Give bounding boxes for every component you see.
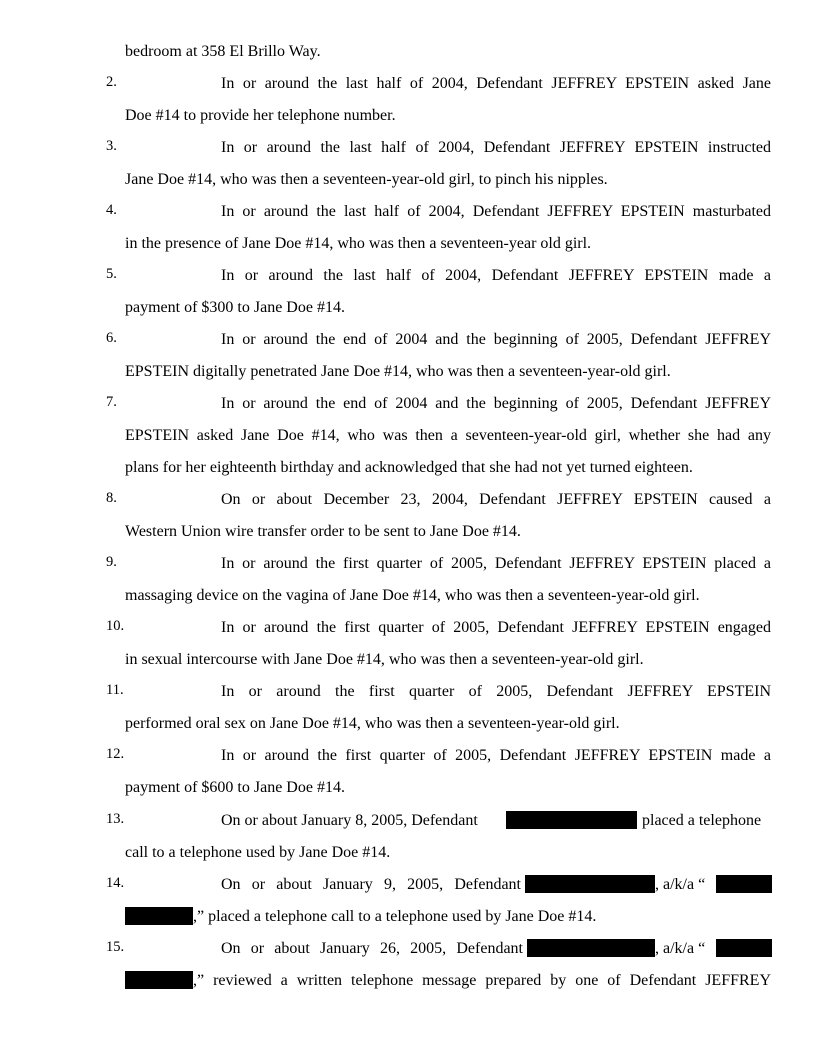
paragraph-number: 11.	[106, 682, 124, 698]
paragraph-15-continuation: ,” reviewed a written telephone message prepared by one of Defendant JEFFREY	[193, 972, 771, 989]
paragraph-10-first-line: In or around the first quarter of 2005, Defendant JEFFREY EPSTEIN engaged	[221, 619, 771, 636]
paragraph-13-text-a: On or about January 8, 2005, Defendant	[221, 812, 478, 829]
paragraph-number: 12.	[106, 746, 125, 762]
paragraph-number: 8.	[106, 490, 117, 506]
paragraph-8-first-line: On or about December 23, 2004, Defendant JEFFREY EPSTEIN caused a	[221, 491, 771, 508]
paragraph-2-first-line: In or around the last half of 2004, Defendant JEFFREY EPSTEIN asked Jane	[221, 75, 771, 92]
redaction-box	[525, 875, 655, 893]
paragraph-15-text-a: On or about January 26, 2005, Defendant	[221, 940, 523, 957]
paragraph-9-first-line: In or around the first quarter of 2005, Defendant JEFFREY EPSTEIN placed a	[221, 555, 771, 572]
paragraph-11-continuation: performed oral sex on Jane Doe #14, who was then a seventeen-year-old girl.	[125, 715, 620, 732]
paragraph-9-continuation: massaging device on the vagina of Jane Doe #14, who was then a seventeen-year-old girl.	[125, 587, 700, 604]
paragraph-7-continuation: EPSTEIN asked Jane Doe #14, who was then a seventeen-year-old girl, whether she had any	[125, 427, 771, 444]
paragraph-15-text-b: , a/k/a “	[655, 940, 706, 957]
paragraph-number: 13.	[106, 811, 125, 827]
paragraph-number: 10.	[106, 618, 125, 634]
redaction-box	[716, 939, 772, 957]
paragraph-4-continuation: in the presence of Jane Doe #14, who was then a seventeen-year old girl.	[125, 235, 592, 252]
redaction-box	[125, 971, 193, 989]
paragraph-13-text-b: placed a telephone	[642, 812, 762, 829]
continuation-line: bedroom at 358 El Brillo Way.	[125, 43, 321, 60]
redaction-box	[506, 811, 637, 829]
paragraph-number: 3.	[106, 138, 117, 154]
paragraph-3-first-line: In or around the last half of 2004, Defendant JEFFREY EPSTEIN instructed	[221, 139, 771, 156]
paragraph-2-continuation: Doe #14 to provide her telephone number.	[125, 107, 396, 124]
paragraph-14-text-b: , a/k/a “	[655, 876, 706, 893]
paragraph-14-text-a: On or about January 9, 2005, Defendant	[221, 876, 521, 893]
paragraph-number: 6.	[106, 330, 117, 346]
paragraph-14-continuation: ,” placed a telephone call to a telephone used by Jane Doe #14.	[193, 908, 597, 925]
paragraph-number: 7.	[106, 394, 117, 410]
paragraph-number: 5.	[106, 266, 117, 282]
paragraph-12-first-line: In or around the first quarter of 2005, Defendant JEFFREY EPSTEIN made a	[221, 747, 771, 764]
redaction-box	[125, 907, 193, 925]
redaction-box	[527, 939, 655, 957]
paragraph-6-first-line: In or around the end of 2004 and the beginning of 2005, Defendant JEFFREY	[221, 331, 771, 348]
paragraph-4-first-line: In or around the last half of 2004, Defendant JEFFREY EPSTEIN masturbated	[221, 203, 771, 220]
paragraph-11-first-line: In or around the first quarter of 2005, Defendant JEFFREY EPSTEIN	[221, 683, 771, 700]
paragraph-number: 15.	[106, 939, 125, 955]
paragraph-7-first-line: In or around the end of 2004 and the beginning of 2005, Defendant JEFFREY	[221, 395, 771, 412]
paragraph-5-continuation: payment of $300 to Jane Doe #14.	[125, 299, 345, 316]
paragraph-number: 14.	[106, 875, 125, 891]
paragraph-number: 2.	[106, 74, 117, 90]
paragraph-6-continuation: EPSTEIN digitally penetrated Jane Doe #14, who was then a seventeen-year-old girl.	[125, 363, 671, 380]
paragraph-number: 9.	[106, 554, 117, 570]
paragraph-8-continuation: Western Union wire transfer order to be sent to Jane Doe #14.	[125, 523, 521, 540]
paragraph-3-continuation: Jane Doe #14, who was then a seventeen-year-old girl, to pinch his nipples.	[125, 171, 608, 188]
redaction-box	[716, 875, 772, 893]
paragraph-13-continuation: call to a telephone used by Jane Doe #14.	[125, 844, 391, 861]
paragraph-12-continuation: payment of $600 to Jane Doe #14.	[125, 779, 345, 796]
paragraph-10-continuation: in sexual intercourse with Jane Doe #14, who was then a seventeen-year-old girl.	[125, 651, 644, 668]
paragraph-5-first-line: In or around the last half of 2004, Defendant JEFFREY EPSTEIN made a	[221, 267, 771, 284]
paragraph-7-continuation-2: plans for her eighteenth birthday and acknowledged that she had not yet turned eighteen.	[125, 459, 693, 476]
paragraph-number: 4.	[106, 202, 117, 218]
